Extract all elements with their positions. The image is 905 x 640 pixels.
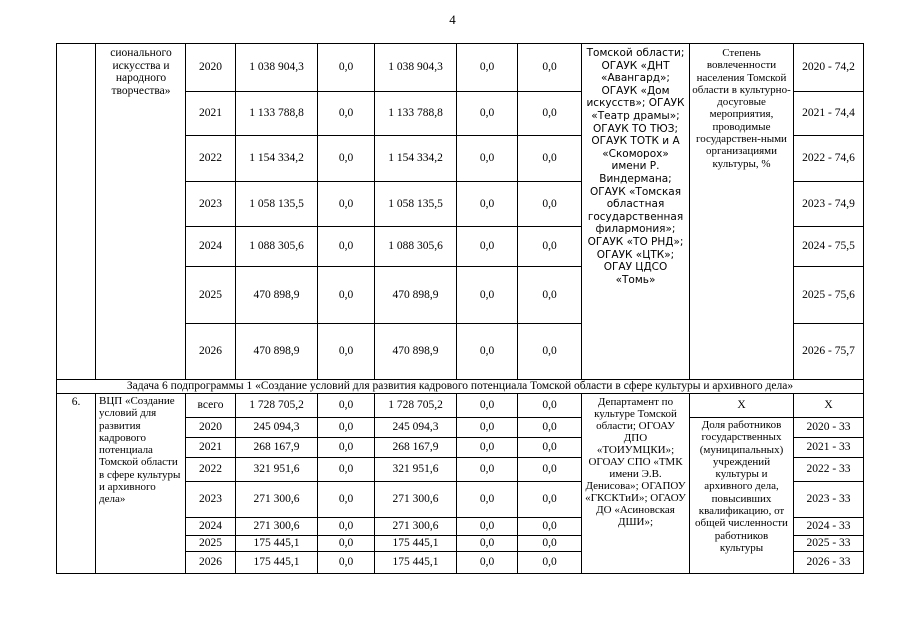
year-cell: 2026 [186,552,236,574]
other-cell: 0,0 [518,267,582,324]
executors-text: Департамент по культуре Томской области; ОГОАУ ДПО «ТОИУМЦКИ»; ОГОАУ СПО «ТМК имени Э.В. Денисова»; ОГАПОУ «ГКСКТиИ»; ОГАОУ ДО «Асиновская ДШИ»; [585,396,686,528]
other-cell: 0,0 [518,518,582,536]
reg-cell: 1 133 788,8 [375,92,457,136]
year-cell: 2022 [186,136,236,182]
year-cell: 2020 [186,418,236,438]
other-cell: 0,0 [518,394,582,418]
year-cell: 2025 [186,267,236,324]
total-cell: 1 038 904,3 [236,44,318,92]
total-cell: 1 058 135,5 [236,182,318,227]
fed-cell: 0,0 [318,418,375,438]
loc-cell: 0,0 [457,458,518,482]
target-cell: 2021 - 74,4 [794,92,864,136]
loc-cell: 0,0 [457,518,518,536]
reg-cell: 1 728 705,2 [375,394,457,418]
total-cell: 1 088 305,6 [236,227,318,267]
other-cell: 0,0 [518,92,582,136]
indicator-cell: Степень вовлеченности населения Томской области в культурно-досуговые мероприятия, проводимые государствен-ными организациями культуры, % [690,44,794,380]
loc-cell: 0,0 [457,182,518,227]
reg-cell: 175 445,1 [375,536,457,552]
page-number: 4 [449,12,456,27]
other-cell: 0,0 [518,458,582,482]
target-x: Х [794,394,864,418]
total-cell: 470 898,9 [236,267,318,324]
target-cell: 2022 - 74,6 [794,136,864,182]
year-cell: 2024 [186,518,236,536]
other-cell: 0,0 [518,536,582,552]
fed-cell: 0,0 [318,182,375,227]
reg-cell: 271 300,6 [375,482,457,518]
event-name: ВЦП «Создание условий для развития кадрового потенциала Томской области в сфере культуры и архивного дела» [96,394,186,574]
loc-cell: 0,0 [457,394,518,418]
num-cell: 6. [57,394,96,574]
fed-cell: 0,0 [318,394,375,418]
total-cell: 1 728 705,2 [236,394,318,418]
fed-cell: 0,0 [318,536,375,552]
reg-cell: 245 094,3 [375,418,457,438]
loc-cell: 0,0 [457,552,518,574]
program-table [56,43,864,574]
target-cell: 2025 - 33 [794,536,864,552]
table-row [57,44,864,92]
reg-cell: 321 951,6 [375,458,457,482]
other-cell: 0,0 [518,44,582,92]
other-cell: 0,0 [518,324,582,380]
fed-cell: 0,0 [318,227,375,267]
target-cell: 2023 - 33 [794,482,864,518]
fed-cell: 0,0 [318,136,375,182]
indicator-x: Х [690,394,794,418]
year-cell: всего [186,394,236,418]
year-cell: 2021 [186,438,236,458]
year-cell: 2025 [186,536,236,552]
other-cell: 0,0 [518,227,582,267]
other-cell: 0,0 [518,182,582,227]
reg-cell: 470 898,9 [375,324,457,380]
target-cell: 2024 - 75,5 [794,227,864,267]
year-cell: 2022 [186,458,236,482]
target-cell: 2023 - 74,9 [794,182,864,227]
loc-cell: 0,0 [457,227,518,267]
loc-cell: 0,0 [457,44,518,92]
other-cell: 0,0 [518,136,582,182]
executors-cell [582,394,690,574]
reg-cell: 470 898,9 [375,267,457,324]
reg-cell: 1 154 334,2 [375,136,457,182]
target-cell: 2026 - 33 [794,552,864,574]
total-cell: 1 133 788,8 [236,92,318,136]
year-cell: 2026 [186,324,236,380]
fed-cell: 0,0 [318,92,375,136]
target-cell: 2020 - 33 [794,418,864,438]
executors-cell: Томской области; ОГАУК «ДНТ «Авангард»; ОГАУК «Дом искусств»; ОГАУК «Театр драмы»; ОГАУК ТО ТЮЗ; ОГАУК ТОТК и А «Скоморох» имени Р. Виндермана; ОГАУК «Томская областная государственная филармония»; ОГАУК «ТО РНД»; ОГАУК «ЦТК»; ОГАУ ЦДСО «Томь» [582,44,690,380]
loc-cell: 0,0 [457,482,518,518]
year-cell: 2021 [186,92,236,136]
indicator-cell: Доля работников государственных (муниципальных) учреждений культуры и архивного дела, повысивших квалификацию, от общей численности работников культуры [690,418,794,574]
loc-cell: 0,0 [457,324,518,380]
event-name: сионального искусства и народного творчества» [96,44,186,380]
fed-cell: 0,0 [318,518,375,536]
fed-cell: 0,0 [318,438,375,458]
other-cell: 0,0 [518,482,582,518]
target-cell: 2021 - 33 [794,438,864,458]
total-cell: 271 300,6 [236,482,318,518]
target-cell: 2022 - 33 [794,458,864,482]
loc-cell: 0,0 [457,92,518,136]
reg-cell: 1 058 135,5 [375,182,457,227]
reg-cell: 175 445,1 [375,552,457,574]
other-cell: 0,0 [518,552,582,574]
other-cell: 0,0 [518,438,582,458]
reg-cell: 1 088 305,6 [375,227,457,267]
total-cell: 470 898,9 [236,324,318,380]
fed-cell: 0,0 [318,458,375,482]
year-cell: 2023 [186,482,236,518]
target-cell: 2026 - 75,7 [794,324,864,380]
reg-cell: 271 300,6 [375,518,457,536]
loc-cell: 0,0 [457,536,518,552]
other-cell: 0,0 [518,418,582,438]
loc-cell: 0,0 [457,438,518,458]
loc-cell: 0,0 [457,267,518,324]
total-cell: 1 154 334,2 [236,136,318,182]
total-cell: 175 445,1 [236,536,318,552]
fed-cell: 0,0 [318,482,375,518]
fed-cell: 0,0 [318,267,375,324]
total-cell: 321 951,6 [236,458,318,482]
reg-cell: 268 167,9 [375,438,457,458]
year-cell: 2024 [186,227,236,267]
fed-cell: 0,0 [318,552,375,574]
year-cell: 2020 [186,44,236,92]
total-cell: 271 300,6 [236,518,318,536]
table-row [57,394,864,418]
total-cell: 245 094,3 [236,418,318,438]
num-cell [57,44,96,380]
year-cell: 2023 [186,182,236,227]
target-cell: 2025 - 75,6 [794,267,864,324]
loc-cell: 0,0 [457,136,518,182]
task-row [57,380,864,394]
total-cell: 175 445,1 [236,552,318,574]
task-heading: Задача 6 подпрограммы 1 «Создание условий для развития кадрового потенциала Томской области в сфере культуры и архивного дела» [57,380,864,394]
target-cell: 2024 - 33 [794,518,864,536]
reg-cell: 1 038 904,3 [375,44,457,92]
fed-cell: 0,0 [318,44,375,92]
loc-cell: 0,0 [457,418,518,438]
fed-cell: 0,0 [318,324,375,380]
total-cell: 268 167,9 [236,438,318,458]
target-cell: 2020 - 74,2 [794,44,864,92]
